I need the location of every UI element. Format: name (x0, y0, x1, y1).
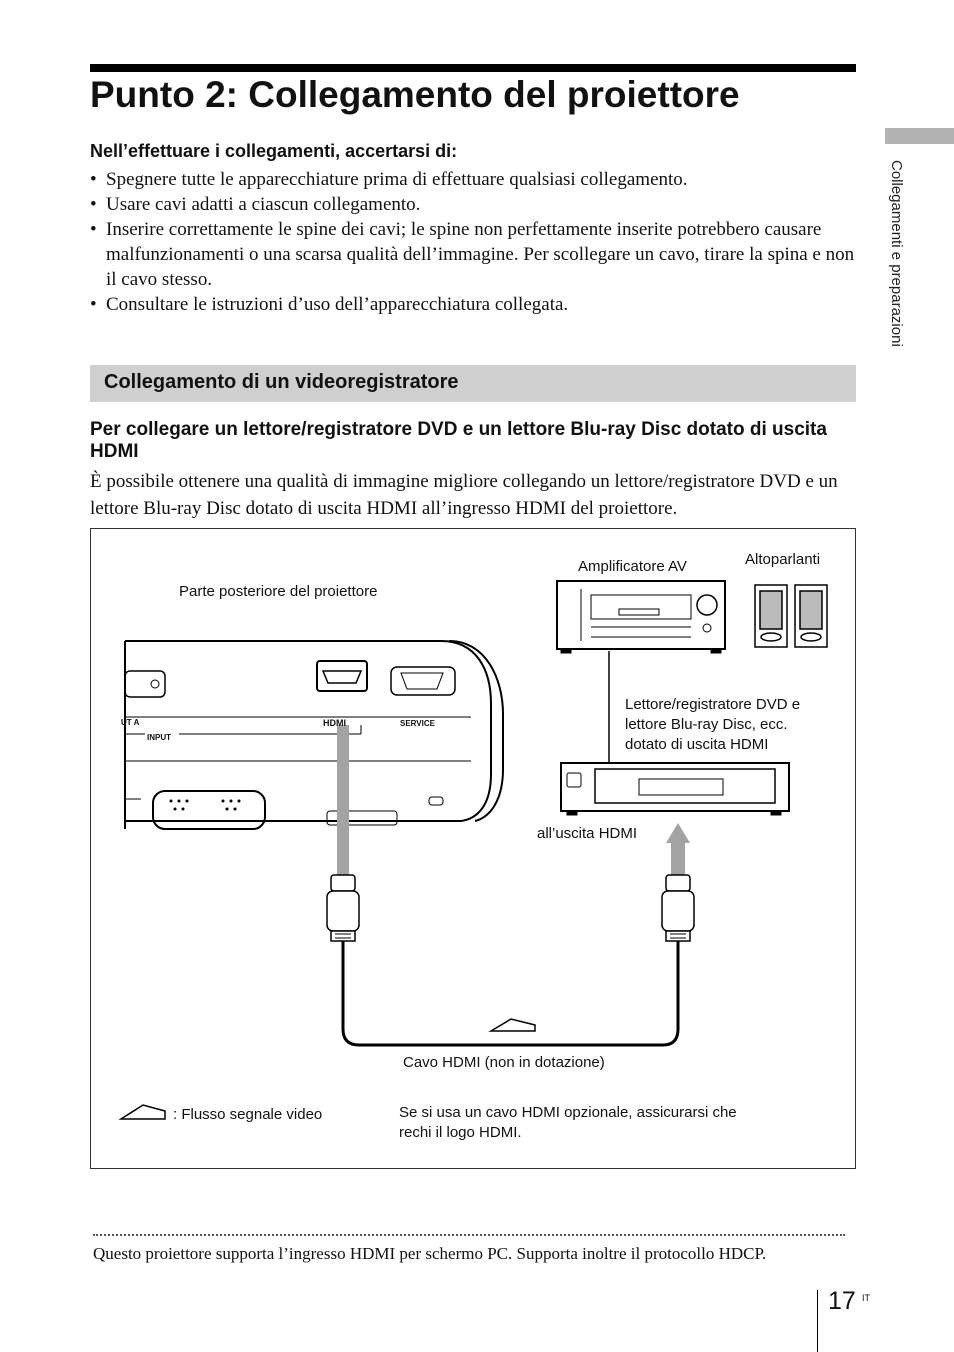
bullet-item: • Spegnere tutte le apparecchiature prima di effettuare qualsiasi collegamento. (90, 167, 860, 192)
footer-note: Questo proiettore supporta l’ingresso HDMI per schermo PC. Supporta inoltre il protocollo HDCP. (93, 1244, 767, 1263)
intro-bullet-list (90, 167, 860, 317)
connection-diagram (90, 528, 856, 1169)
legend-flow-icon (121, 1105, 165, 1119)
speakers (755, 585, 827, 647)
amplifier-label: Amplificatore AV (578, 558, 687, 575)
bullet-item: • Consultare le istruzioni d’uso dell’apparecchiatura collegata. (90, 292, 860, 317)
panel-service-label: SERVICE (400, 719, 435, 728)
page-language-code: IT (862, 1293, 870, 1303)
section-header (90, 365, 856, 402)
player-label-line: lettore Blu-ray Disc, ecc. (625, 716, 788, 733)
legend-label: : Flusso segnale video (173, 1106, 323, 1123)
intro-heading: Nell’effettuare i collegamenti, accertarsi di: (90, 141, 458, 161)
hdmi-cable (343, 941, 678, 1045)
player-label-line: dotato di uscita HDMI (625, 736, 769, 753)
hdmi-plug-right (662, 875, 694, 941)
diagram-graphics (91, 529, 855, 1168)
projector-rear-panel (125, 641, 503, 829)
side-section-label: Collegamenti e preparazioni (888, 160, 905, 347)
control-panel-dots (170, 800, 241, 811)
cable-note-line: Se si usa un cavo HDMI opzionale, assicurarsi che (399, 1104, 737, 1121)
projector-label: Parte posteriore del proiettore (179, 583, 378, 600)
cable-note-line: rechi il logo HDMI. (399, 1124, 522, 1141)
disc-player (561, 763, 789, 815)
page-number-rule (817, 1290, 818, 1352)
page-title: Punto 2: Collegamento del proiettore (90, 74, 740, 115)
side-tab-marker (885, 128, 954, 144)
title-rule (90, 64, 856, 72)
page-number: 17 (828, 1287, 856, 1315)
flow-marker (491, 1019, 535, 1031)
bullet-item: • Inserire correttamente le spine dei cavi; le spine non perfettamente inserite potrebbero causare malfunzionamenti o una scarsa qualità dell’immagine. Per scollegare un cavo, tirare la spina e non il cavo stesso. (90, 217, 860, 292)
panel-input-a-label: UT A (121, 718, 140, 727)
player-label-line: Lettore/registratore DVD e (625, 696, 801, 713)
section-paragraph: È possibile ottenere una qualità di immagine migliore collegando un lettore/registratore DVD e un lettore Blu-ray Disc dotato di uscita HDMI all’ingresso HDMI del proiettore. (90, 471, 838, 519)
cable-label: Cavo HDMI (non in dotazione) (403, 1054, 605, 1071)
section-title: Collegamento di un videoregistratore (104, 371, 459, 393)
av-amplifier (557, 581, 725, 653)
footnote-separator (93, 1234, 845, 1236)
hdmi-out-label: all’uscita HDMI (537, 825, 638, 842)
section-subheading: Per collegare un lettore/registratore DVD e un lettore Blu-ray Disc dotato di uscita HDMI (90, 419, 827, 462)
speakers-label: Altoparlanti (745, 551, 821, 568)
bullet-item: • Usare cavi adatti a ciascun collegamento. (90, 192, 860, 217)
panel-hdmi-label: HDMI (323, 718, 346, 728)
hdmi-plug-left (327, 875, 359, 941)
panel-input-label: INPUT (147, 733, 171, 742)
